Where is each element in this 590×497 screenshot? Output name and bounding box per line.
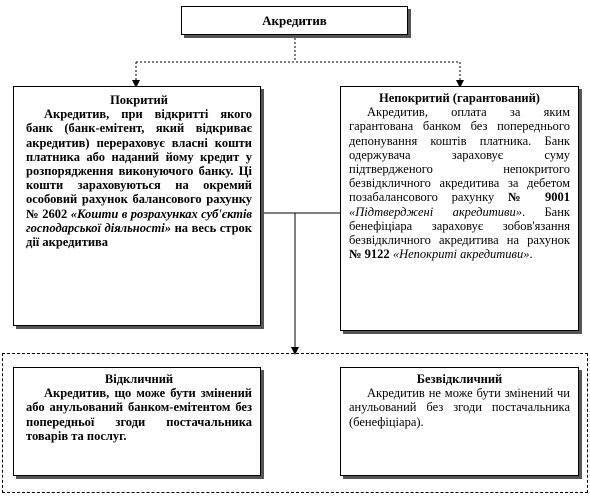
covered-account-name: «Кошти в розрахунках суб'єктів господарської діяльності» — [26, 206, 253, 235]
uncovered-account-number-2: № 9122 — [349, 247, 390, 262]
uncovered-title: Непокритий (гарантований) — [379, 91, 540, 105]
letter-of-credit-title: Акредитив — [262, 13, 327, 28]
uncovered-account-number-1: № 9001 — [508, 190, 570, 205]
uncovered-box — [340, 86, 579, 331]
uncovered-text-part: . Банк бенефіціара зараховує зобов'язання безвідкличного акредитива на рахунок — [349, 204, 570, 248]
revocable-box — [13, 367, 261, 476]
covered-title: Покритий — [110, 93, 168, 107]
uncovered-text: Акредитив, оплата за яким гарантована банком без попереднього депонування коштів платника. Банк одержувача зараховує суму підтвердженого непокритого безвідкличного акредитива за дебетом позабалансового рахунку № 9001 «Підтверджені акредитиви». Банк бенефіціара зараховує зобов'язання безвідкличного акредитива на рахунок № 9122 «Непокриті акредитиви». — [349, 105, 570, 262]
uncovered-text-part: Акредитив, оплата за яким гарантована банком без попереднього депонування коштів платника. Банк одержувача зараховує суму підтвердженого непокритого безвідкличного акредитива за дебетом позабалансового рахунку — [349, 105, 570, 205]
irrevocable-box — [340, 367, 579, 476]
uncovered-account-name-2: «Непокриті акредитиви» — [392, 247, 530, 262]
covered-box — [13, 86, 261, 326]
uncovered-account-name-1: «Підтверджені акредитиви» — [349, 204, 522, 219]
covered-text — [26, 107, 252, 249]
covered-text-part: на весь строк дії акредитива — [26, 220, 253, 250]
irrevocable-title: Безвідкличний — [416, 372, 503, 386]
revocable-text: Акредитив, що може бути змінений або анульований банком-емітентом без попередньої згоди постачальника товарів та послуг. — [26, 386, 252, 443]
covered-account-number: № 2602 — [26, 206, 68, 221]
revocable-title: Відкличний — [104, 372, 174, 386]
covered-text-part: Акредитив, при відкритті якого банк (банк-емітент, який відкриває акредитив) перераховує власні кошти платника або наданий йому кредит у розпорядження виконуючого банку. Ці кошти зараховуються на окремий особовий рахунок балансового рахунку — [26, 107, 252, 207]
irrevocable-text: Акредитив не може бути змінений чи анульований без згоди постачальника (бенефіціара). — [349, 386, 570, 429]
letter-of-credit-box — [181, 6, 408, 35]
